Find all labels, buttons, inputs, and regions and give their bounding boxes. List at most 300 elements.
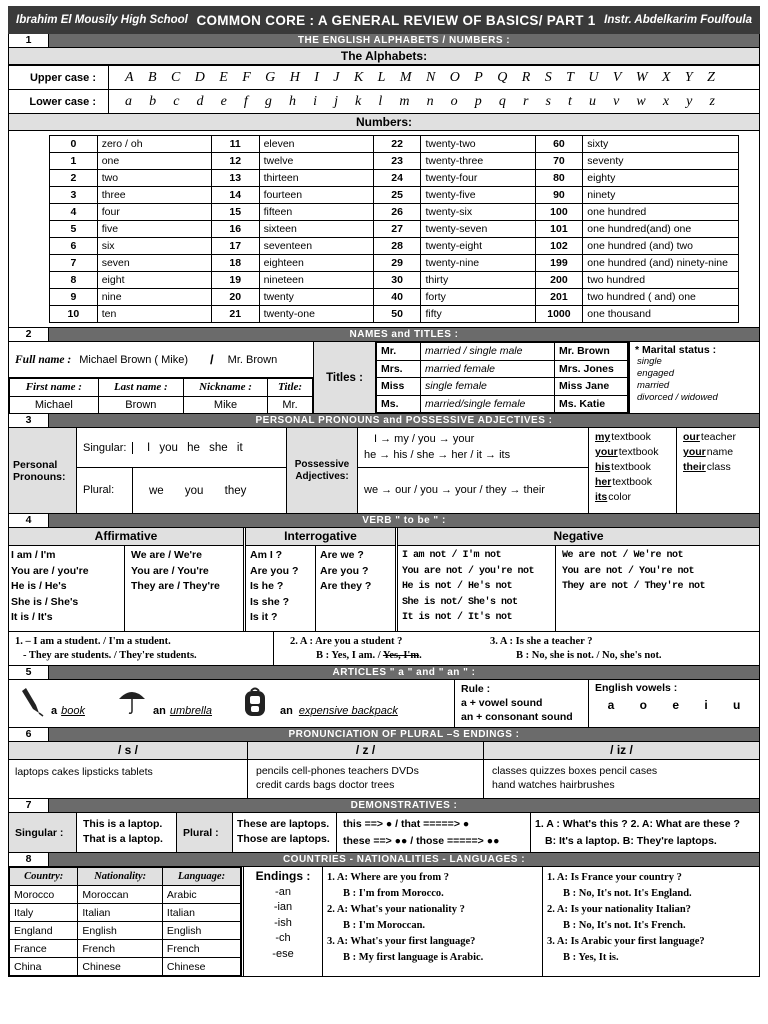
name-header: First name : <box>10 379 99 397</box>
lower-letter: p <box>474 93 482 109</box>
number-digit: 16 <box>211 221 259 238</box>
number-word: nineteen <box>259 272 373 289</box>
number-digit: 80 <box>535 170 583 187</box>
upper-letter: X <box>661 69 671 85</box>
upper-letter: S <box>544 69 552 85</box>
verb-to-be-box <box>8 528 760 632</box>
number-digit: 102 <box>535 238 583 255</box>
upper-letter: Z <box>707 69 715 85</box>
country-cell: Moroccan <box>78 886 163 904</box>
number-digit: 50 <box>373 306 421 323</box>
verb-form: He is not / He's not <box>402 581 513 592</box>
number-digit: 25 <box>373 187 421 204</box>
section-1-bar: 1 THE ENGLISH ALPHABETS / NUMBERS : <box>8 34 760 48</box>
marital-item: married <box>637 380 670 391</box>
lower-case-row <box>113 94 755 110</box>
possessive-word: their <box>683 461 706 473</box>
number-word: one <box>97 153 211 170</box>
number-digit: 60 <box>535 136 583 153</box>
possessive-word: your <box>683 446 706 458</box>
upper-letter: R <box>521 69 531 85</box>
title-cell: married/single female <box>421 395 555 413</box>
lower-letter: i <box>313 93 317 109</box>
country-cell: Italy <box>10 904 78 922</box>
country-cell: English <box>78 922 163 940</box>
number-word: three <box>97 187 211 204</box>
pronoun-plural: you <box>184 484 204 497</box>
title-cell: Mrs. <box>377 360 421 378</box>
number-digit: 5 <box>50 221 98 238</box>
name-header: Nickname : <box>184 379 268 397</box>
number-word: nine <box>97 289 211 306</box>
number-word: sixteen <box>259 221 373 238</box>
number-word: twenty-four <box>421 170 535 187</box>
lower-letter: r <box>522 93 529 109</box>
number-digit: 18 <box>211 255 259 272</box>
lower-letter: s <box>545 93 551 109</box>
verb-form: She is not/ She's not <box>402 596 518 608</box>
verb-form: I am not / I'm not <box>402 550 502 561</box>
title-cell: Ms. <box>377 395 421 413</box>
verb-form: It is / It's <box>11 611 53 623</box>
number-word: twenty-eight <box>421 238 535 255</box>
upper-letter: Y <box>684 69 693 85</box>
number-digit: 2 <box>50 170 98 187</box>
name-header: Title: <box>268 379 313 397</box>
number-digit: 4 <box>50 204 98 221</box>
country-header: Nationality: <box>78 868 163 886</box>
mr-brown: Mr. Brown <box>227 353 278 366</box>
pronoun-plural: we <box>149 484 164 497</box>
verb-examples: 1. – I am a student. / I'm a student. - They are students. / They're students. 2. A : Are you a student ? B : Yes, I am. / Yes, I'm. 3. A : Is she a teacher ? B : No, she is not. / No, she's not. <box>8 632 760 666</box>
number-digit: 1 <box>50 153 98 170</box>
instructor-name: Instr. Abdelkarim Foulfoula <box>604 14 752 26</box>
marital-item: engaged <box>637 368 674 379</box>
numbers-title: Numbers: <box>8 114 760 131</box>
marital-item: divorced / widowed <box>637 392 718 403</box>
title-cell: Ms. Katie <box>555 395 628 413</box>
alphabets-title: The Alphabets: <box>8 48 760 65</box>
number-word: twenty-one <box>259 306 373 323</box>
verb-form: You are / You're <box>131 564 209 577</box>
upper-letter: H <box>289 69 300 85</box>
verb-form: We are not / We're not <box>562 550 684 561</box>
verb-form: It is not / It's not <box>402 612 513 623</box>
number-digit: 12 <box>211 153 259 170</box>
vowel: i <box>704 698 708 712</box>
noun: textbook <box>611 431 651 443</box>
number-word: six <box>97 238 211 255</box>
lower-letter: h <box>288 93 296 109</box>
title-row <box>377 395 628 413</box>
title-row <box>377 378 628 396</box>
ending: -ian <box>273 901 293 913</box>
verb-form: She is / She's <box>11 595 79 608</box>
number-word: four <box>97 204 211 221</box>
number-digit: 26 <box>373 204 421 221</box>
title-cell: Mrs. Jones <box>555 360 628 378</box>
number-word: seventeen <box>259 238 373 255</box>
vowel: e <box>672 698 679 712</box>
number-word: ten <box>97 306 211 323</box>
number-word: seven <box>97 255 211 272</box>
upper-letter: M <box>399 69 412 85</box>
upper-letter: F <box>242 69 251 85</box>
upper-letter: G <box>265 69 276 85</box>
marital-item: single <box>637 356 662 367</box>
lower-case-label: Lower case : <box>9 90 109 114</box>
lower-letter: e <box>220 93 227 109</box>
verb-form: Is he ? <box>250 580 284 592</box>
number-row <box>50 238 739 255</box>
name-value: Michael <box>10 396 99 414</box>
verb-form: They are not / They're not <box>562 581 706 592</box>
articles-box: a book an umbrella an expensive backpack Rule : a + vowel sound an + consonant sound English vowels : a o e i u <box>8 680 760 728</box>
number-digit: 70 <box>535 153 583 170</box>
title-cell: Mr. <box>377 343 421 361</box>
number-row <box>50 204 739 221</box>
country-cell: China <box>10 958 78 976</box>
verb-form: Is she ? <box>250 595 290 608</box>
verb-form: Are you ? <box>320 564 369 577</box>
number-digit: 199 <box>535 255 583 272</box>
ending: -ch <box>275 932 291 944</box>
country-cell: Chinese <box>78 958 163 976</box>
number-row <box>50 221 739 238</box>
school-name: Ibrahim El Mousily High School <box>16 14 188 26</box>
ending: -ese <box>272 947 294 960</box>
lower-letter: z <box>709 93 715 109</box>
noun: textbook <box>618 446 659 458</box>
verb-form: He is / He's <box>11 580 67 592</box>
number-digit: 30 <box>373 272 421 289</box>
numbers-box <box>8 131 760 328</box>
upper-letter: P <box>474 69 483 85</box>
verb-form: You are / you're <box>11 564 89 577</box>
title-cell: Miss Jane <box>555 378 628 396</box>
qa-line: B : Yes, It is. <box>563 952 619 963</box>
title-row <box>377 360 628 378</box>
possessive-lines: I → my / you → your he → his / she → her / it → its we → our / you → your / they → their <box>357 428 589 513</box>
number-row <box>50 272 739 289</box>
lower-letter: m <box>399 93 410 109</box>
upper-letter: V <box>612 69 622 85</box>
possessive-adjectives-label: Possessive Adjectives: <box>287 428 357 513</box>
number-word: one hundred(and) one <box>583 221 739 238</box>
page-title: COMMON CORE : A GENERAL REVIEW OF BASICS/ PART 1 <box>196 12 596 28</box>
number-row <box>50 187 739 204</box>
upper-letter: Q <box>497 69 508 85</box>
upper-letter: W <box>635 69 648 85</box>
verb-form: They are / They're <box>131 580 220 592</box>
verb-form: Are we ? <box>320 549 364 561</box>
title-cell: Miss <box>377 378 421 396</box>
possessive-word: our <box>683 431 700 443</box>
number-digit: 23 <box>373 153 421 170</box>
header-bar <box>8 6 760 34</box>
upper-letter: A <box>125 69 134 85</box>
qa-line: 3. A: What's your first language? <box>327 936 476 947</box>
country-table <box>9 867 241 976</box>
lower-letter: o <box>450 93 458 109</box>
section-2-bar: 2 NAMES and TITLES : <box>8 328 760 342</box>
upper-letter: N <box>425 69 436 85</box>
qa-line: 1. A: Is France your country ? <box>547 872 682 883</box>
titles-label: Titles : <box>314 342 376 413</box>
lower-letter: n <box>426 93 434 109</box>
upper-letter: O <box>449 69 460 85</box>
qa-line: B : No, It's not. It's England. <box>563 888 692 899</box>
upper-letter: K <box>353 69 364 85</box>
section-7-bar: 7 DEMONSTRATIVES : <box>8 799 760 813</box>
noun: textbook <box>611 461 651 473</box>
number-digit: 28 <box>373 238 421 255</box>
number-row <box>50 306 739 323</box>
title-cell: single female <box>421 378 555 396</box>
number-digit: 8 <box>50 272 98 289</box>
interrogative-header: Interrogative <box>246 528 395 546</box>
upper-letter: E <box>219 69 228 85</box>
titles-table <box>376 342 628 413</box>
country-cell: French <box>78 940 163 958</box>
section-6-bar: 6 PRONUNCIATION OF PLURAL –S ENDINGS : <box>8 728 760 742</box>
section-3-bar: 3 PERSONAL PRONOUNS and POSSESSIVE ADJECTIVES : <box>8 414 760 428</box>
lower-letter: w <box>636 93 646 109</box>
title-cell: Mr. Brown <box>555 343 628 361</box>
pronoun-singular: he <box>187 441 200 454</box>
noun: class <box>706 461 731 473</box>
number-word: eighty <box>583 170 739 187</box>
section-4-bar: 4 VERB " to be " : <box>8 514 760 528</box>
number-word: two <box>97 170 211 187</box>
full-name-label: Full name : <box>15 353 72 366</box>
section-5-bar: 5 ARTICLES " a " and " an " : <box>8 666 760 680</box>
possessive-word: his <box>595 461 611 473</box>
verb-form: Am I ? <box>250 549 283 561</box>
number-word: fourteen <box>259 187 373 204</box>
country-header: Country: <box>10 868 78 886</box>
number-digit: 201 <box>535 289 583 306</box>
qa-line: 2. A: What's your nationality ? <box>327 904 465 915</box>
ending: -an <box>275 885 291 898</box>
number-row <box>50 153 739 170</box>
name-value: Mike <box>184 396 268 414</box>
number-digit: 20 <box>211 289 259 306</box>
number-word: fifty <box>421 306 535 323</box>
backpack-icon <box>242 686 268 721</box>
pronoun-singular: it <box>236 441 243 454</box>
title-cell: married / single male <box>421 343 555 361</box>
number-word: twenty-seven <box>421 221 535 238</box>
upper-letter: L <box>377 69 386 85</box>
number-word: sixty <box>583 136 739 153</box>
number-digit: 29 <box>373 255 421 272</box>
number-word: one hundred (and) ninety-nine <box>583 255 739 272</box>
number-word: five <box>97 221 211 238</box>
qa-line: B : No, It's not. It's French. <box>563 920 686 931</box>
number-digit: 40 <box>373 289 421 306</box>
number-digit: 6 <box>50 238 98 255</box>
number-word: ninety <box>583 187 739 204</box>
ending: -ish <box>274 916 292 929</box>
upper-case-label: Upper case : <box>9 66 109 90</box>
number-word: two hundred <box>583 272 739 289</box>
lower-letter: b <box>149 93 157 109</box>
noun: color <box>608 491 632 503</box>
number-word: twenty-six <box>421 204 535 221</box>
number-digit: 90 <box>535 187 583 204</box>
title-row <box>377 343 628 361</box>
country-cell: Morocco <box>10 886 78 904</box>
countries-box: Country: Nationality: Language: Morocco Moroccan Arabic Italy Italian Italian England English English France French French China Chinese Chinese Endings : -an -ian -ish -ch -ese 1. A: Where are you from ? B : I'm from Morocco. 2. A: What's your nationality ? B : I'm Moroccan. 3. A: What's your first language? B : My first language is Arabic. 1. A: Is France your country ? B : No, It's not. It's England. 2. A: Is your nationality Italian? B : No, It's not. It's French. 3. A: Is Arabic your first language? B : Yes, It is. <box>8 867 760 977</box>
qa-line: B : I'm Moroccan. <box>343 920 426 931</box>
number-word: eight <box>97 272 211 289</box>
country-cell: England <box>10 922 78 940</box>
names-titles-box: Full name : Michael Brown ( Mike) / Mr. Brown First name : Last name : Nickname : Title: Michael Brown Mike Mr. Titles : Mr. married / single male Mr. Brown Mrs. married female Mrs. Jones Miss single female Miss Jane Ms. married/single female Ms. Katie * Marital status : single engaged married divorced / widowed <box>8 342 760 414</box>
possessive-word: your <box>595 446 618 458</box>
plural-box: / s / / z / / iz / laptops cakes lipsticks tablets pencils cell-phones teachers DVDs credit cards bags doctor trees classes quizzes boxes pencil cases hand watches hairbrushes <box>8 742 760 799</box>
upper-letter: J <box>333 69 340 85</box>
verb-form: Are you ? <box>250 564 299 577</box>
pronoun-singular: you <box>159 441 178 454</box>
alphabet-table <box>8 65 760 114</box>
pronoun-plural: they <box>224 484 247 497</box>
qa-line: 2. A: Is your nationality Italian? <box>547 904 691 915</box>
number-word: eleven <box>259 136 373 153</box>
qa-line: B : I'm from Morocco. <box>343 888 444 899</box>
noun: name <box>706 446 734 458</box>
lower-letter: x <box>662 93 670 109</box>
pronoun-singular: she <box>209 441 228 454</box>
number-word: thirteen <box>259 170 373 187</box>
verb-form: Is it ? <box>250 611 278 623</box>
lower-letter: l <box>378 93 383 109</box>
number-digit: 7 <box>50 255 98 272</box>
possessive-examples-2 <box>677 428 759 513</box>
number-digit: 21 <box>211 306 259 323</box>
lower-letter: u <box>589 93 597 109</box>
number-word: twenty-nine <box>421 255 535 272</box>
number-digit: 27 <box>373 221 421 238</box>
number-digit: 17 <box>211 238 259 255</box>
number-row <box>50 170 739 187</box>
marital-status: * Marital status : single engaged married divorced / widowed <box>628 342 759 413</box>
country-cell: English <box>162 922 240 940</box>
number-row <box>50 255 739 272</box>
upper-letter: D <box>194 69 205 85</box>
vowel: o <box>639 698 647 712</box>
number-word: one thousand <box>583 306 739 323</box>
verb-form: Are they ? <box>320 580 372 592</box>
number-word: eighteen <box>259 255 373 272</box>
verb-form: We are / We're <box>131 549 202 561</box>
lower-letter: j <box>334 93 338 109</box>
lower-letter: a <box>125 93 132 109</box>
lower-letter: t <box>568 93 572 109</box>
demonstratives-box: Singular : This is a laptop. That is a laptop. Plural : These are laptops. Those are laptops. this ==> ● / that =====> ● these ==> ●● / those =====> ●● 1. A : What's this ? 2. A: What are these ? B: It's a laptop. B: They're laptops. <box>8 813 760 853</box>
numbers-table <box>49 135 739 323</box>
number-digit: 100 <box>535 204 583 221</box>
qa-line: B : My first language is Arabic. <box>343 952 484 963</box>
noun: textbook <box>612 476 653 488</box>
number-row <box>50 136 739 153</box>
upper-letter: T <box>566 69 574 85</box>
number-digit: 3 <box>50 187 98 204</box>
vowel: a <box>607 698 615 712</box>
lower-letter: g <box>264 93 272 109</box>
lower-letter: q <box>498 93 506 109</box>
umbrella-icon <box>117 687 147 720</box>
upper-case-row <box>113 70 755 86</box>
number-digit: 22 <box>373 136 421 153</box>
number-digit: 24 <box>373 170 421 187</box>
full-name-value: Michael Brown ( Mike) <box>79 353 189 366</box>
number-word: twenty-two <box>421 136 535 153</box>
negative-header: Negative <box>398 528 759 546</box>
lower-letter: d <box>196 93 204 109</box>
lower-letter: k <box>355 93 362 109</box>
country-cell: Italian <box>162 904 240 922</box>
verb-form: You are not / you're not <box>402 565 535 577</box>
number-word: one hundred <box>583 204 739 221</box>
book-icon <box>19 687 45 720</box>
number-word: zero / oh <box>97 136 211 153</box>
qa-line: 1. A: Where are you from ? <box>327 872 450 883</box>
country-cell: France <box>10 940 78 958</box>
possessive-word: my <box>595 431 611 443</box>
number-word: twenty-three <box>421 153 535 170</box>
number-digit: 101 <box>535 221 583 238</box>
number-digit: 11 <box>211 136 259 153</box>
possessive-word: its <box>595 491 608 503</box>
upper-letter: B <box>147 69 157 85</box>
upper-letter: I <box>314 69 319 85</box>
number-digit: 10 <box>50 306 98 323</box>
number-digit: 1000 <box>535 306 583 323</box>
affirmative-header: Affirmative <box>9 528 243 546</box>
lower-letter: y <box>686 93 693 109</box>
number-word: forty <box>421 289 535 306</box>
name-value: Brown <box>98 396 183 414</box>
country-cell: French <box>162 940 240 958</box>
number-digit: 14 <box>211 187 259 204</box>
personal-pronouns-label: Personal Pronouns: <box>9 428 77 513</box>
country-cell: Italian <box>78 904 163 922</box>
country-cell: Arabic <box>162 886 240 904</box>
lower-letter: f <box>243 93 248 109</box>
number-word: twelve <box>259 153 373 170</box>
country-cell: Chinese <box>162 958 240 976</box>
possessive-examples-1 <box>589 428 677 513</box>
number-row <box>50 289 739 306</box>
verb-form: You are not / You're not <box>562 565 695 577</box>
upper-letter: U <box>588 69 599 85</box>
number-word: twenty-five <box>421 187 535 204</box>
number-digit: 13 <box>211 170 259 187</box>
number-word: thirty <box>421 272 535 289</box>
number-word: two hundred ( and) one <box>583 289 739 306</box>
vowel: u <box>732 698 741 712</box>
lower-letter: c <box>173 93 180 109</box>
number-digit: 19 <box>211 272 259 289</box>
number-digit: 15 <box>211 204 259 221</box>
number-word: one hundred (and) two <box>583 238 739 255</box>
verb-form: I am / I'm <box>11 549 56 561</box>
name-header: Last name : <box>98 379 183 397</box>
number-digit: 0 <box>50 136 98 153</box>
lower-letter: v <box>613 93 620 109</box>
number-word: seventy <box>583 153 739 170</box>
